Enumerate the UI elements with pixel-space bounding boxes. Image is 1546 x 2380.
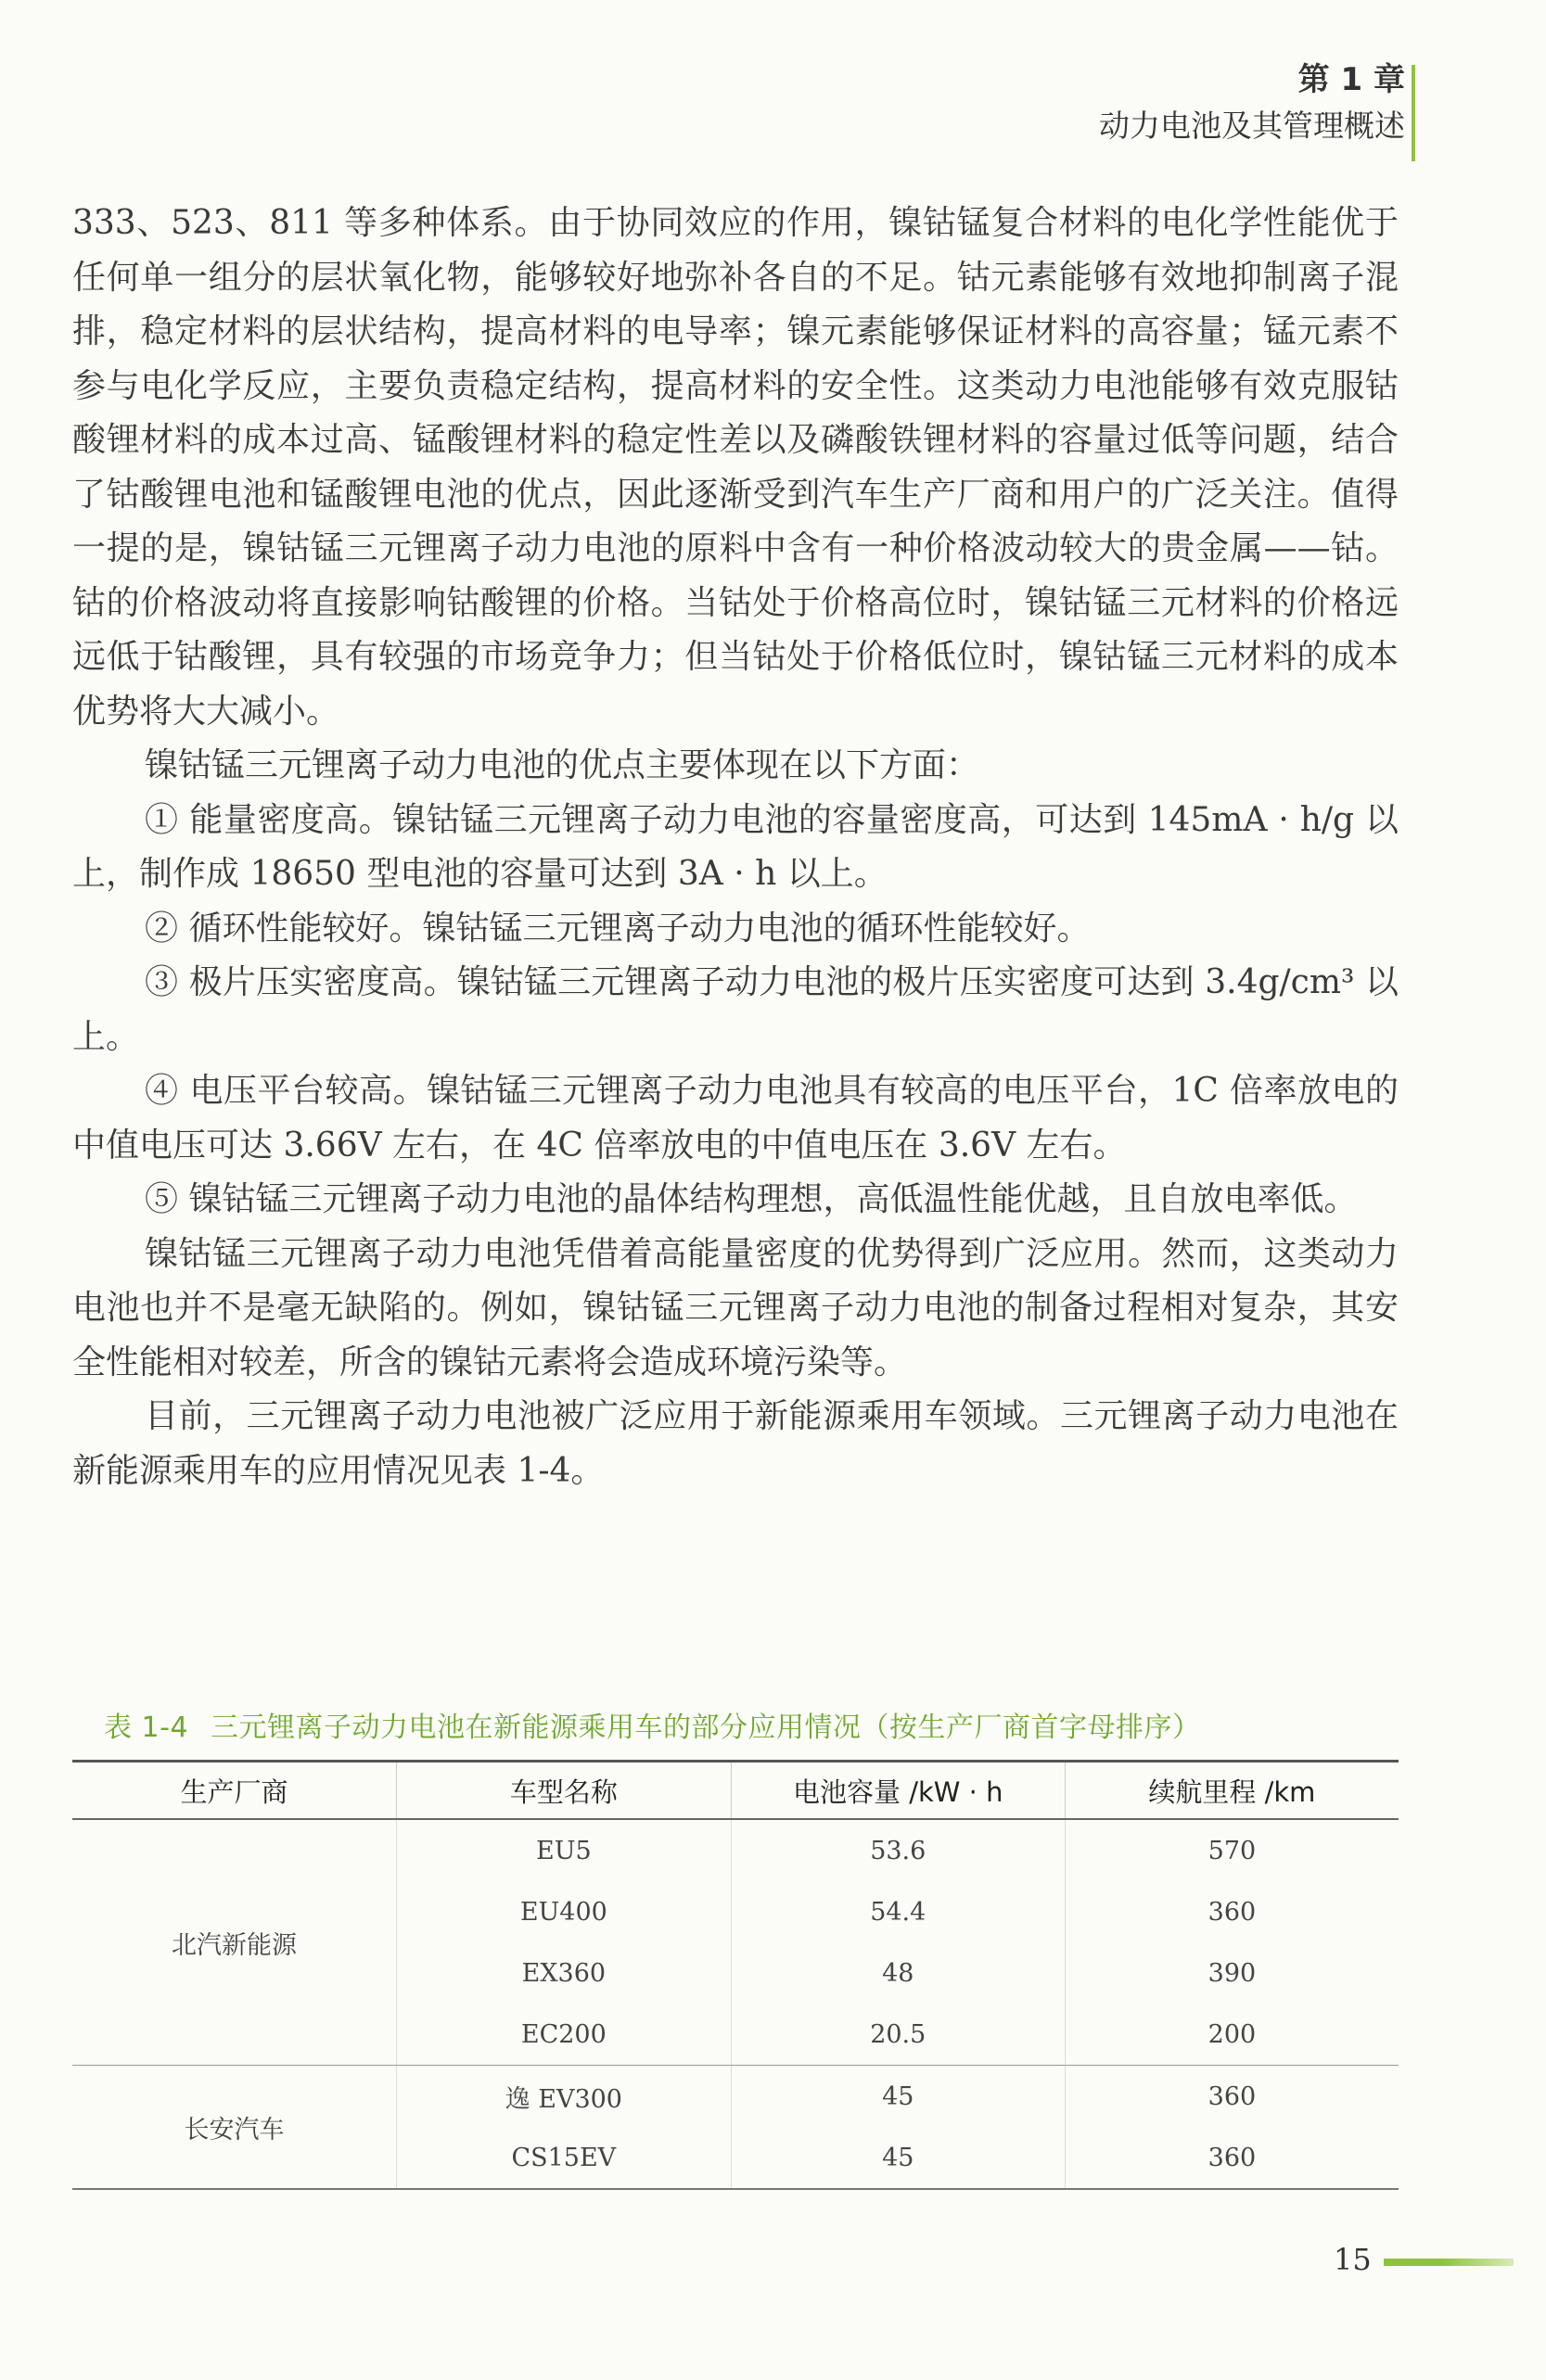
chapter-label: 第 1 章 bbox=[1297, 61, 1405, 98]
table-header-row bbox=[72, 1762, 1399, 1820]
column-header: 车型名称 bbox=[396, 1762, 731, 1820]
capacity-cell: 20.5 bbox=[731, 2004, 1065, 2066]
paragraph: 目前，三元锂离子动力电池被广泛应用于新能源乘用车领域。三元锂离子动力电池在新能源乘用车的应用情况见表 1-4。 bbox=[72, 1397, 1399, 1490]
table-caption bbox=[104, 1704, 1402, 1745]
capacity-cell: 45 bbox=[731, 2066, 1065, 2128]
range-cell: 360 bbox=[1207, 1897, 1257, 1927]
list-item: ② 循环性能较好。镍钴锰三元锂离子动力电池的循环性能较好。 bbox=[145, 909, 1091, 948]
maker-cell: 长安汽车 bbox=[72, 2066, 396, 2190]
capacity-cell: 45 bbox=[731, 2127, 1065, 2189]
paragraph: 镍钴锰三元锂离子动力电池凭借着高能量密度的优势得到广泛应用。然而，这类动力电池也并不是毫无缺陷的。例如，镍钴锰三元锂离子动力电池的制备过程相对复杂，其安全性能相对较差，所含的镍钴元素将会造成环境污染等。 bbox=[72, 1234, 1399, 1381]
range-cell: 570 bbox=[1207, 1836, 1257, 1865]
model-cell: EX360 bbox=[396, 1942, 731, 2004]
list-item: ⑤ 镍钴锰三元锂离子动力电池的晶体结构理想，高低温性能优越，且自放电率低。 bbox=[145, 1180, 1358, 1218]
model-cell: 逸 EV300 bbox=[396, 2066, 731, 2128]
column-header: 生产厂商 bbox=[72, 1762, 396, 1820]
range-cell: 360 bbox=[1065, 2127, 1399, 2189]
range-cell: 390 bbox=[1207, 1958, 1257, 1988]
model-cell: CS15EV bbox=[396, 2127, 731, 2189]
capacity-cell: 53.6 bbox=[731, 1819, 1065, 1881]
table-number: 表 1-4 bbox=[104, 1712, 189, 1744]
data-table bbox=[72, 1760, 1399, 2190]
capacity-cell: 54.4 bbox=[731, 1881, 1065, 1942]
list-item: ③ 极片压实密度高。镍钴锰三元锂离子动力电池的极片压实密度可达到 3.4g/cm³ 以上。 bbox=[72, 963, 1399, 1056]
column-header: 电池容量 /kW · h bbox=[731, 1762, 1065, 1820]
maker-cell: 北汽新能源 bbox=[72, 1819, 396, 2066]
capacity-cell: 48 bbox=[731, 1942, 1065, 2004]
paragraph: 333、523、811 等多种体系。由于协同效应的作用，镍钴锰复合材料的电化学性能优于任何单一组分的层状氧化物，能够较好地弥补各自的不足。钴元素能够有效地抑制离子混排，稳定材料的层状结构，提高材料的电导率；镍元素能够保证材料的高容量；锰元素不参与电化学反应，主要负责稳定结构，提高材料的安全性。这类动力电池能够有效克服钴酸锂材料的成本过高、锰酸锂材料的稳定性差以及磷酸铁锂材料的容量过低等问题，结合了钴酸锂电池和锰酸锂电池的优点，因此逐渐受到汽车生产厂商和用户的广泛关注。值得一提的是，镍钴锰三元锂离子动力电池的原料中含有一种价格波动较大的贵金属——钴。钴的价格波动将直接影响钴酸锂的价格。当钴处于价格高位时，镍钴锰三元材料的价格远远低于钴酸锂，具有较强的市场竞争力；但当钴处于价格低位时，镍钴锰三元材料的成本优势将大大减小。 bbox=[72, 204, 1399, 731]
list-item: ① 能量密度高。镍钴锰三元锂离子动力电池的容量密度高，可达到 145mA · h/g 以上，制作成 18650 型电池的容量可达到 3A · h 以上。 bbox=[72, 800, 1399, 893]
range-cell: 360 bbox=[1207, 2081, 1257, 2111]
running-header bbox=[1099, 57, 1405, 150]
table-row bbox=[72, 1819, 1399, 1881]
model-cell: EC200 bbox=[396, 2004, 731, 2066]
table-row bbox=[72, 2066, 1399, 2128]
model-cell: EU5 bbox=[396, 1819, 731, 1881]
body-text bbox=[72, 197, 1399, 1498]
list-item: ④ 电压平台较高。镍钴锰三元锂离子动力电池具有较高的电压平台，1C 倍率放电的中值电压可达 3.66V 左右，在 4C 倍率放电的中值电压在 3.6V 左右。 bbox=[72, 1072, 1399, 1165]
model-cell: EU400 bbox=[396, 1881, 731, 1942]
chapter-title: 动力电池及其管理概述 bbox=[1099, 108, 1405, 144]
column-header: 续航里程 /km bbox=[1065, 1762, 1399, 1820]
page-accent-bar bbox=[1384, 2259, 1514, 2266]
header-accent-bar bbox=[1412, 65, 1415, 161]
table-title: 三元锂离子动力电池在新能源乘用车的部分应用情况（按生产厂商首字母排序） bbox=[211, 1712, 1201, 1744]
range-cell: 200 bbox=[1065, 2004, 1399, 2066]
page-number: 15 bbox=[1334, 2242, 1372, 2277]
paragraph: 镍钴锰三元锂离子动力电池的优点主要体现在以下方面： bbox=[145, 746, 980, 784]
